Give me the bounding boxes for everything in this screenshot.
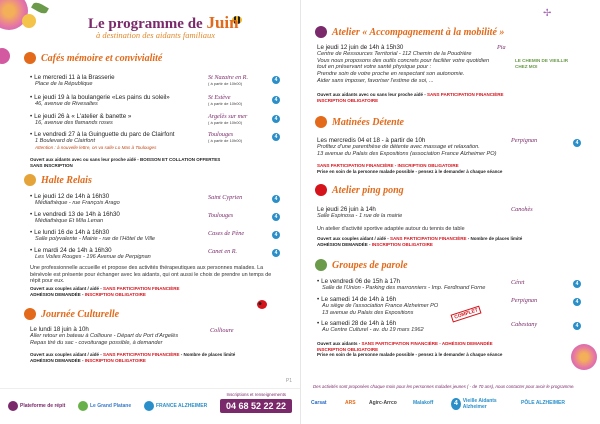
phone-label: Inscriptions et renseignements [226,392,286,397]
matinees-info: SANS PARTICIPATION FINANCIÈRE - INSCRIPTION OBLIGATOIRE Prise en soin de la personne malade possible - pensez à le demander à chaque séance [317,163,503,174]
footer-note: Des activités sont proposées chaque mois pour les personnes malades jeunes ( - de 70 ans), nous contacter pour avoir le programme. [313,384,575,389]
alzheimer-logo-icon [144,401,154,411]
dragonfly-icon: ✢ [543,8,552,19]
place-label: Canet en R. [208,248,238,255]
halte-icon [24,174,36,186]
badge-icon: 4 [573,280,581,288]
badge-icon: 4 [272,213,280,221]
accompagnement-item: Le jeudi 12 juin de 14h à 15h30 Centre de Ressources Territorial - 112 Chemin de la Poudrière Vous nous proposons des outils concrets pour faciliter votre quotidien tout en préservant votre santé physique pour : Prendre soin de votre proche en respectant son autonomie. Aider sans imposer, favoriser l'estime de soi, ... [317,44,490,84]
page-number: P1 [285,378,292,384]
page-title: Le programme de Juin [88,13,239,32]
place-label: Perpignan [511,137,538,144]
list-item: • Le jeudi 19 à la boulangerie «Les pains du soleil» 46, avenue de Rivesaltes [30,94,205,108]
badge-icon: 4 [573,139,581,147]
left-footer [0,388,300,424]
pingpong-description: Un atelier d'activité sportive adaptée autour du tennis de table [317,226,465,232]
right-page [300,0,600,424]
list-item: • Le mercredi 11 à la Brasserie Place de la République [30,74,205,88]
relax-icon [315,116,327,128]
place-label: Toulouges ( à partir de 10h00) [208,131,243,143]
logo-plateforme: Plateforme de répit [8,401,65,411]
section-halte-heading: Halte Relais [24,174,92,186]
list-item: • Le vendredi 13 de 14h à 16h30 Médiathèque Et Mila Lenan [30,211,205,225]
place-label: Céret [511,279,525,286]
pingpong-info: Ouvert aux couples aidant / aidé - SANS PARTICIPATION FINANCIÈRE - Nombre de places limité ADHÉSION DEMANDÉE - INSCRIPTION OBLIGATOIRE [317,236,523,247]
list-item: • Le vendredi 27 à la Guinguette du parc de Clairfont 1 Boulevard de Clairfont Attention : à nouvelle lettre, on va salle Lo Mas à Toulouges [30,131,205,151]
list-item: • Le jeudi 12 de 14h à 16h30 Médiathèque - rue François Arago [30,193,205,207]
list-item: • Le vendredi 06 de 15h à 17h Salle de l'Union - Parking des marronniers - Imp. Ferdinand Forne [317,278,502,292]
pingpong-item: Le jeudi 26 juin à 14h Salle Espinosa - 1 rue de la mairie [317,206,403,220]
place-label: St Nazaire en R. ( à partir de 10h00) [208,74,248,86]
badge-icon: 4 [272,231,280,239]
section-cafes-heading: Cafés mémoire et convivialité [24,52,162,64]
logo-grand-platane: Le Grand Platane [78,401,131,411]
logo-vieille-aidants: 4 Vieille Aidants Alzheimer [451,398,511,410]
logo-malakoff: Malakoff [413,400,434,406]
matinees-item: Les mercredis 04 et 18 - à partir de 10h Profitez d'une parenthèse de détente avec massage et relaxation. 13 avenue du Palais des Expositions (association France Alzheimer PO) [317,137,497,157]
place-label: Argelès sur mer ( à partir de 10h00) [208,113,248,125]
badge-icon: 4 [272,96,280,104]
badge-icon: 4 [272,76,280,84]
badge-icon: 4 [272,249,280,257]
place-label: Toulouges [208,212,234,219]
logo-agirc-arrco: Agirc-Arrco [369,400,397,406]
cafes-info: Ouvert aux aidants avec ou sans leur proche aidé - BOISSON ET COLLATION OFFERTES SANS INSCRIPTION [30,157,221,168]
place-label: Canohès [511,206,533,213]
place-label: St Estève ( à partir de 10h00) [208,94,243,106]
journee-info: Ouvert aux couples aidant / aidé - SANS PARTICIPATION FINANCIÈRE - Nombre de places limité ADHÉSION DEMANDÉE - INSCRIPTION OBLIGATOIRE [30,352,236,363]
mobility-icon [315,26,327,38]
logo-pole-alzheimer: PÔLE ALZHEIMER [521,400,565,406]
section-accompagnement-heading: Atelier « Accompagnement à la mobilité » [315,26,504,38]
flower-decoration [22,14,36,28]
leaf-decoration [31,1,49,16]
section-matinees-heading: Matinées Détente [315,116,404,128]
platane-logo-icon [78,401,88,411]
accompagnement-info: Ouvert aux aidants avec ou sans leur proche aidé - SANS PARTICIPATION FINANCIÈRE INSCRIPTION OBLIGATOIRE [317,92,504,103]
section-pingpong-heading: Atelier ping pong [315,184,404,196]
culture-icon [24,308,36,320]
list-item: • Le jeudi 26 à « L'atelier & banette » 16, avenue des flamands roses [30,113,205,127]
halte-description: Une professionnelle accueille et propose des activités thérapeutiques aux personnes malades. La bénévole est présente pour échanger avec les aidants, qui ont aussi le choix de prendre un temps de répit pour eux. [30,265,272,285]
list-item: • Le mardi 24 de 14h à 16h30 Les Voiles Rouges - 196 Avenue de Perpignan [30,247,205,261]
complet-stamp: COMPLET [451,305,482,322]
cafe-icon [24,52,36,64]
place-label: Cabestany [511,321,538,328]
phone-number[interactable]: 04 68 52 22 22 [220,399,292,413]
place-label: Perpignan [511,297,538,304]
badge-icon: 4 [272,195,280,203]
groupes-info: Ouvert aux aidants - SANS PARTICIPATION FINANCIÈRE - ADHÉSION DEMANDÉE INSCRIPTION OBLIGATOIRE Prise en soin de la personne malade possible - pensez à le demander à chaque séance [317,341,503,357]
page-subtitle: à destination des aidants familiaux [96,30,215,40]
badge-icon: 4 [272,133,280,141]
place-label: Collioure [210,327,234,334]
logo-france-alzheimer: FRANCE ALZHEIMER [144,401,207,411]
speech-icon [315,259,327,271]
ping-pong-icon [315,184,327,196]
badge-icon: 4 [573,298,581,306]
section-journee-heading: Journée Culturelle [24,308,119,320]
badge-icon: 4 [573,322,581,330]
badge-icon: 4 [272,115,280,123]
halte-info: Ouvert aux couples aidant / aidé - SANS PARTICIPATION FINANCIÈRE ADHÉSION DEMANDÉE - INSCRIPTION OBLIGATOIRE [30,286,180,297]
flower-decoration [571,344,597,370]
list-item: • Le lundi 16 de 14h à 16h30 Salle polyvalente - Mairie - rue de l'Hôtel de Ville [30,229,205,243]
ladybug-icon [257,300,267,309]
place-label: Pia [497,44,506,51]
place-label: Cases de Pène [208,230,245,237]
flower-decoration [0,48,10,64]
list-item: • Le samedi 28 de 14h à 16h Au Centre Culturel - av. du 19 mars 1962 [317,320,502,334]
logo-carsat: Carsat [311,400,327,406]
logo-chemin-vieillir: LE CHEMIN DE VIEILLIR CHEZ MOI [515,58,569,69]
logo-ars: ARS [345,400,356,406]
right-footer [301,392,600,422]
journee-item: Le lundi 18 juin à 10h Aller retour en bateau à Collioure - Départ du Port d'Argelès Repas tiré du sac - covoiturage possible, à demander [30,326,179,346]
plateforme-logo-icon [8,401,18,411]
place-label: Saint Cyprien [208,194,243,201]
section-groupes-heading: Groupes de parole [315,259,408,271]
list-item: • Le samedi 14 de 14h à 16h Au siège de l'association France Alzheimer PO 13 avenue du Palais des Expositions [317,296,502,316]
logo-4-icon: 4 [451,398,461,410]
